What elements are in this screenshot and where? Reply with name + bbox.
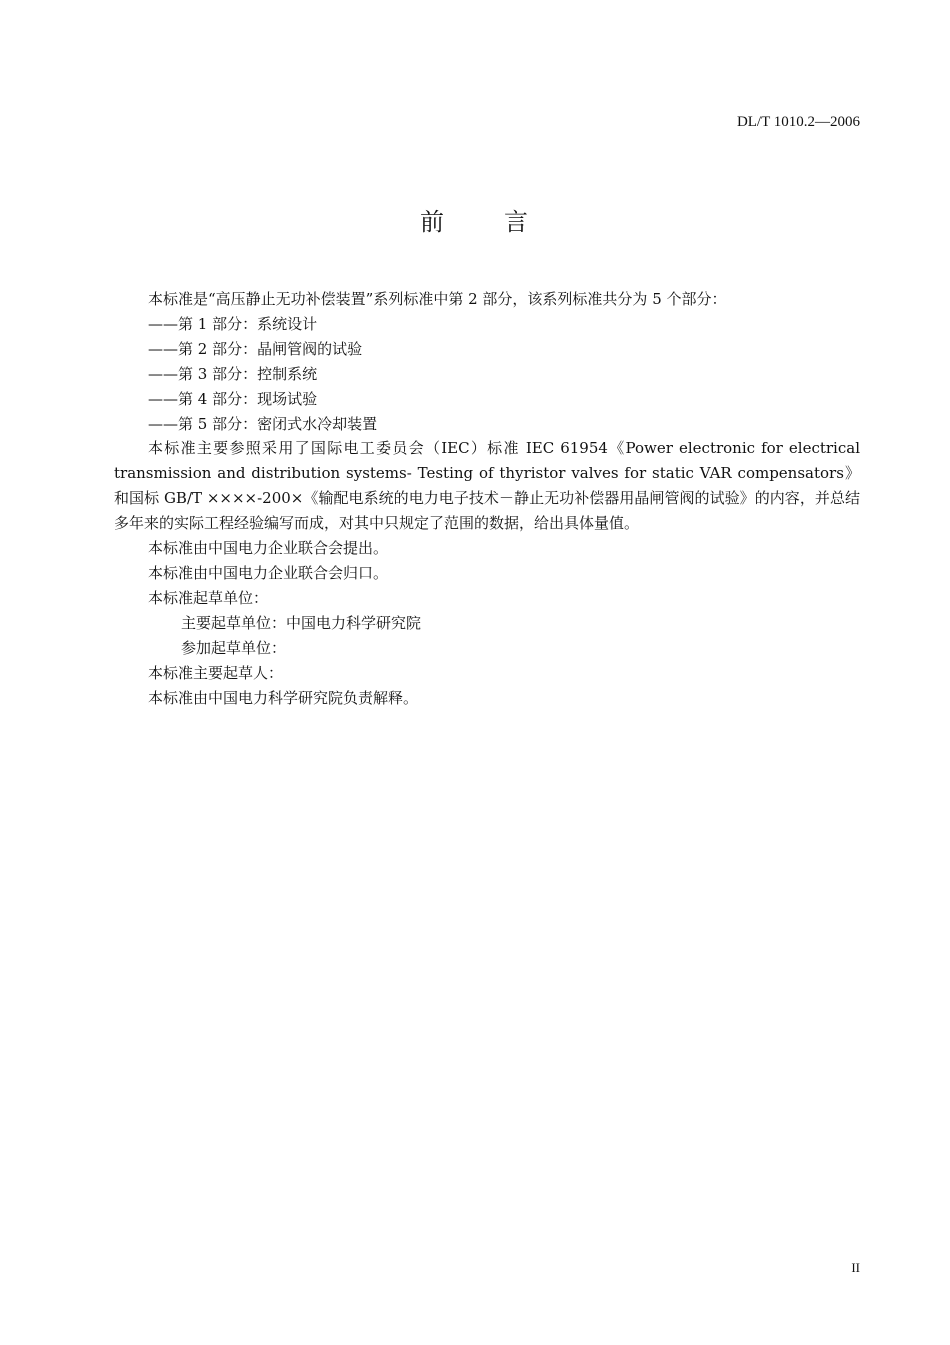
drafting-units-label: 本标准起草单位： — [148, 588, 269, 607]
proposed-by: 本标准由中国电力企业联合会提出。 — [148, 539, 389, 558]
managed-by: 本标准由中国电力企业联合会归口。 — [148, 563, 389, 582]
page-number: II — [851, 1260, 860, 1275]
standard-code: DL/T 1010.2—2006 — [736, 114, 860, 130]
reference-paragraph: 本标准主要参照采用了国际电工委员会（IEC）标准 IEC 61954《Power electronic for electrical transmission and distribution systems- Testing of thyristor valves for static VAR compensators》和国标 GB/T ××××-200×《输配电系统的电力电子技术－静止无功补偿器用晶闸管阀的试验》的内容，并总结多年来的实际工程经验编写而成，对其中只规定了范围的数据，给出具体量值。 — [114, 439, 860, 533]
title-char-1: 前 — [420, 208, 446, 236]
main-drafting-unit: 主要起草单位：中国电力科学研究院 — [181, 613, 422, 632]
foreword-body — [114, 287, 860, 710]
participating-units: 参加起草单位： — [181, 638, 287, 657]
part-item: ——第 4 部分：现场试验 — [148, 389, 318, 408]
part-item: ——第 3 部分：控制系统 — [148, 364, 318, 383]
main-drafters: 本标准主要起草人： — [148, 663, 284, 682]
page-title — [0, 202, 950, 237]
part-item: ——第 5 部分：密闭式水冷却装置 — [148, 414, 378, 433]
part-item: ——第 1 部分：系统设计 — [148, 314, 318, 333]
part-item: ——第 2 部分：晶闸管阀的试验 — [148, 339, 363, 358]
title-char-2: 言 — [504, 208, 530, 236]
interpretation: 本标准由中国电力科学研究院负责解释。 — [148, 688, 419, 707]
intro-paragraph: 本标准是“高压静止无功补偿装置”系列标准中第 2 部分，该系列标准共分为 5 个部分： — [148, 290, 727, 308]
